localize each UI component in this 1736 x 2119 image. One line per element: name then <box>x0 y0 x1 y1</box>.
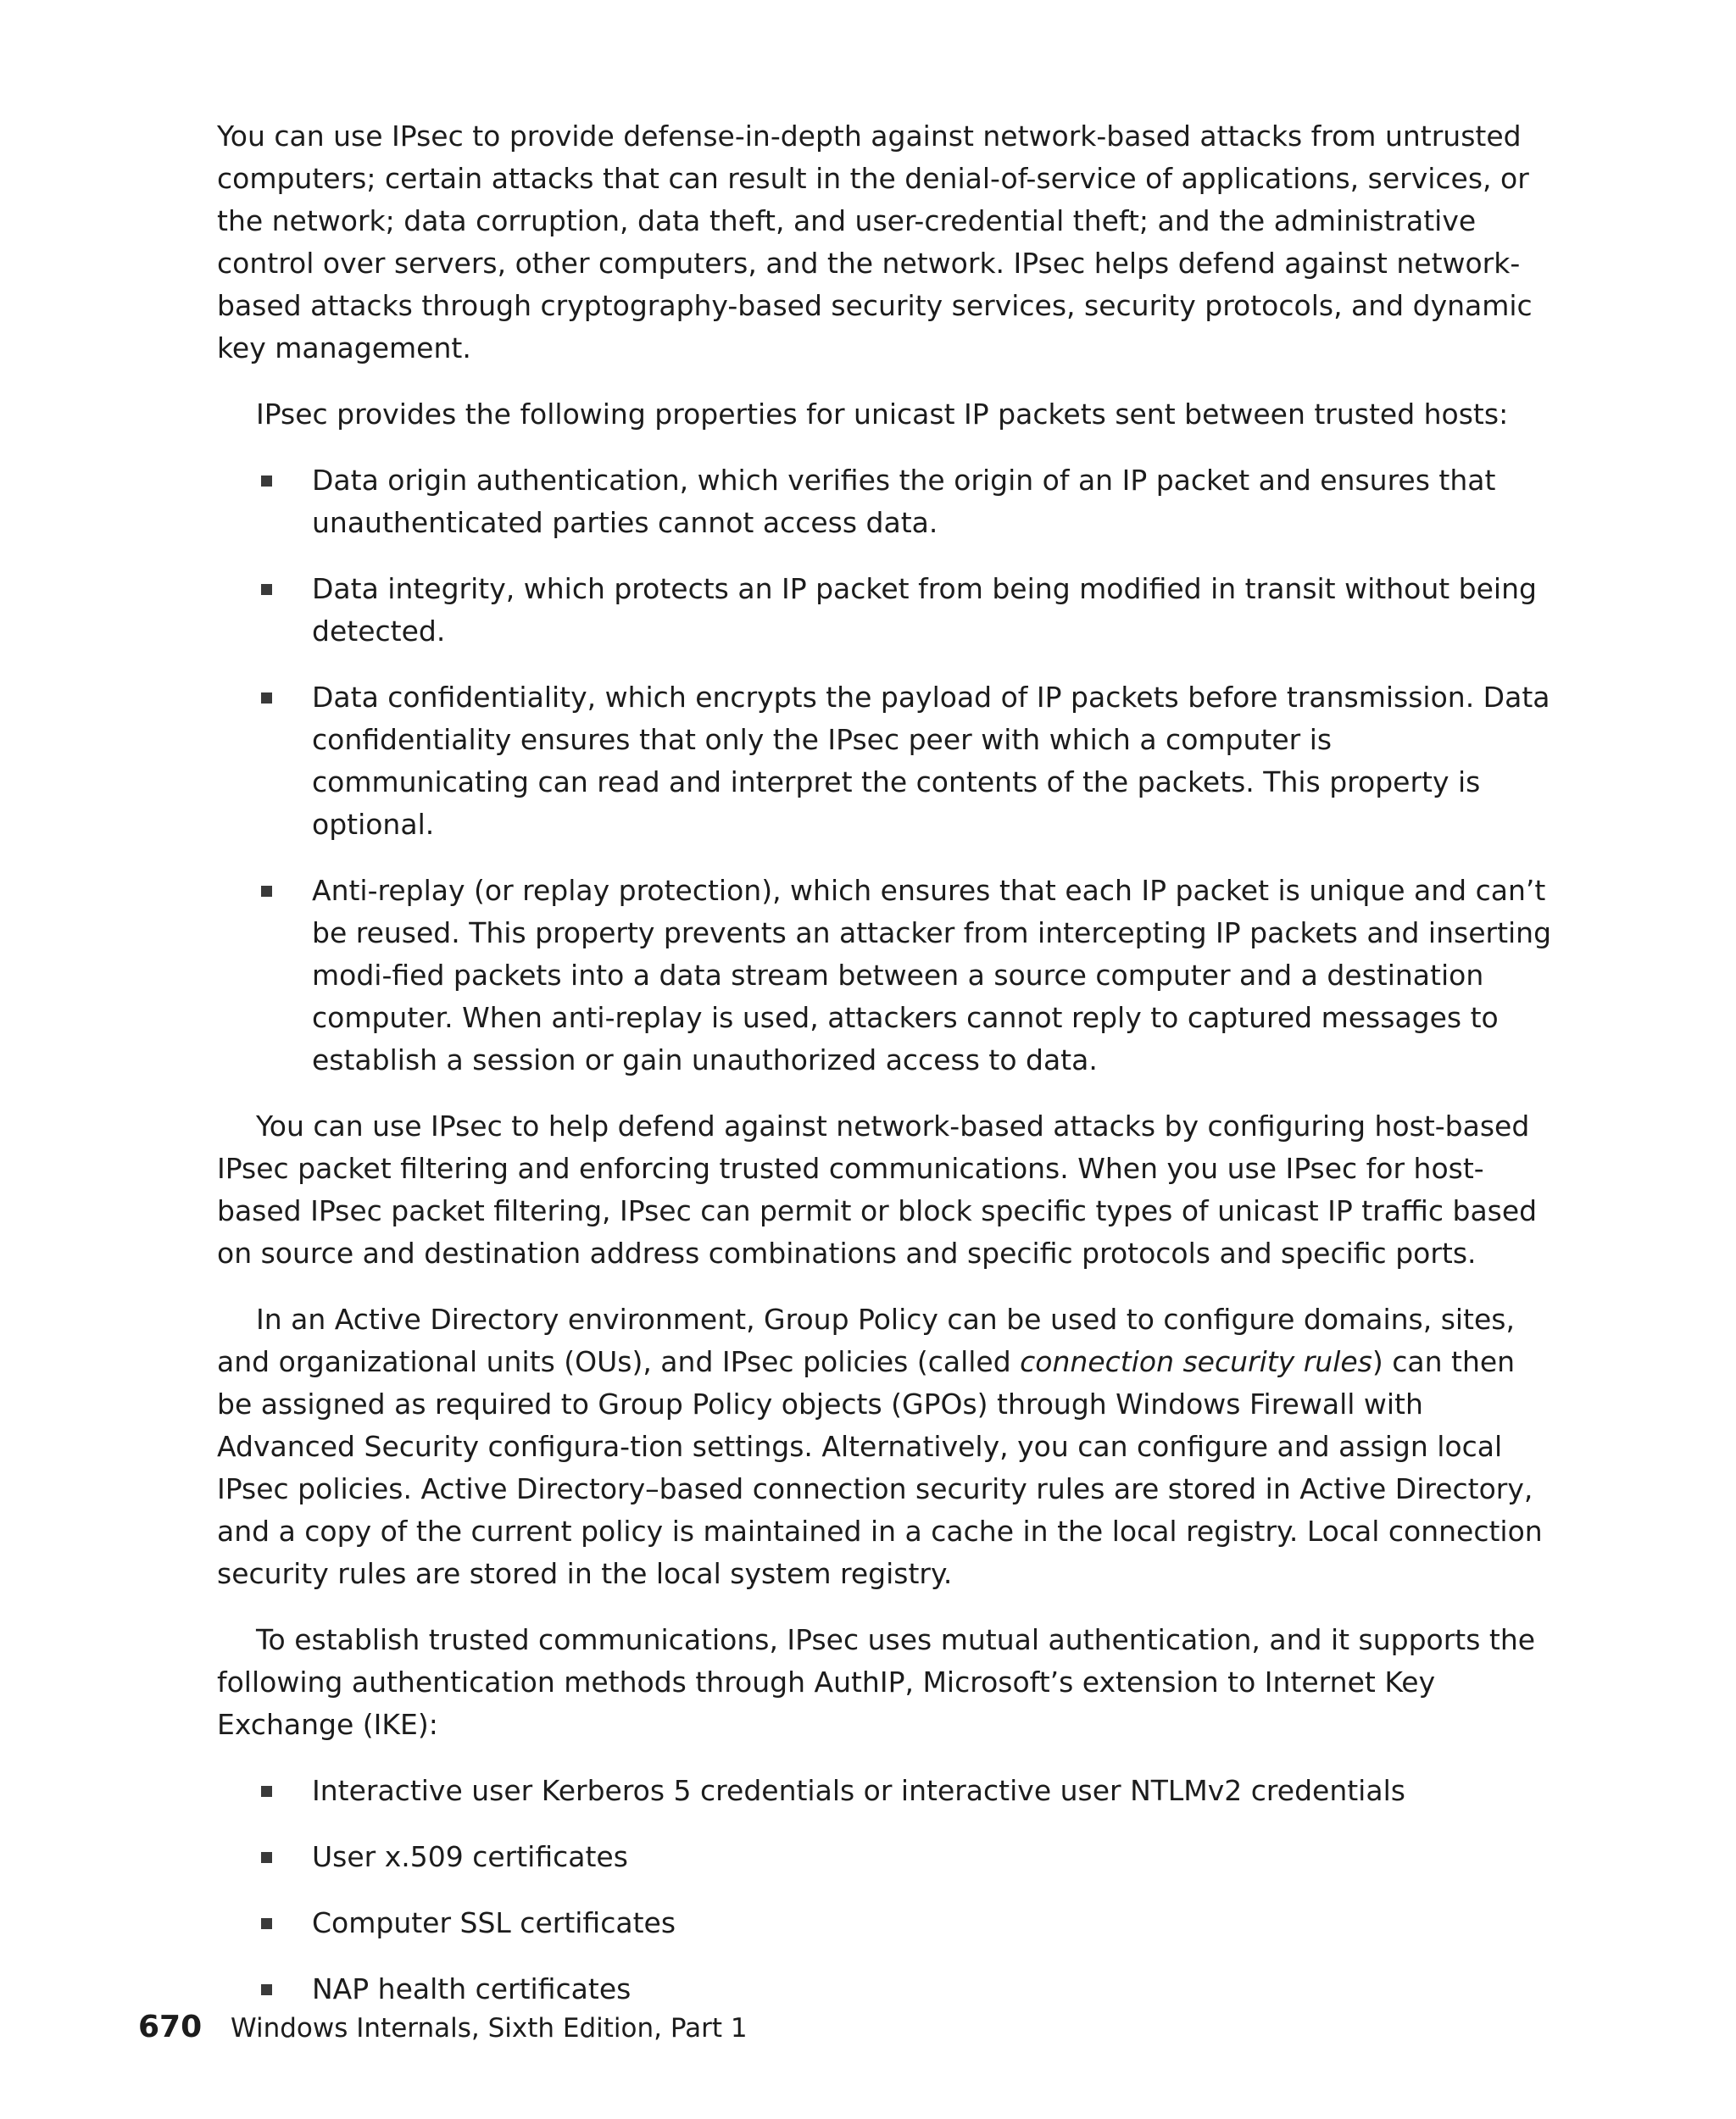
list-item-text: NAP health certificates <box>312 1972 632 2005</box>
ipsec-properties-list <box>217 459 1556 1082</box>
italic-term: connection security rules <box>1020 1345 1372 1378</box>
paragraph-ipsec-defense: You can use IPsec to provide defense-in-depth against network-based attacks from untrusted computers; certain attacks that can result in the denial-of-service of applications, services, or the network; data corruption, data theft, and user-credential theft; and the administrative control over servers, other computers, and the network. IPsec helps defend against network-based attacks through cryptography-based security services, security protocols, and dynamic key management. <box>217 120 1533 364</box>
list-item <box>217 676 1556 846</box>
square-bullet-icon <box>261 1918 272 1929</box>
list-item-text: Data origin authentication, which verifies the origin of an IP packet and ensures that unauthenticated parties cannot access data. <box>312 464 1496 539</box>
square-bullet-icon <box>261 476 272 487</box>
paragraph-packet-filtering: You can use IPsec to help defend against network-based attacks by configuring host-based IPsec packet filtering and enforcing trusted communications. When you use IPsec for host-based IPsec packet filtering, IPsec can permit or block specific types of unicast IP traffic based on source and destination address combinations and specific protocols and specific ports. <box>217 1110 1538 1270</box>
page-number: 670 <box>138 2010 203 2044</box>
list-item <box>217 1836 1556 1878</box>
page-footer <box>138 2009 748 2047</box>
list-item <box>217 870 1556 1082</box>
list-item-text: Interactive user Kerberos 5 credentials or interactive user NTLMv2 credentials <box>312 1774 1405 1807</box>
square-bullet-icon <box>261 1852 272 1863</box>
list-item <box>217 1968 1556 2011</box>
square-bullet-icon <box>261 886 272 897</box>
list-item <box>217 459 1556 544</box>
list-item-text: Computer SSL certificates <box>312 1906 676 1939</box>
list-item-text: Data integrity, which protects an IP packet from being modified in transit without being detected. <box>312 572 1537 648</box>
square-bullet-icon <box>261 1786 272 1797</box>
paragraph-ipsec-properties-intro: IPsec provides the following properties for unicast IP packets sent between trusted hosts: <box>256 398 1509 431</box>
authentication-methods-list <box>217 1770 1556 2011</box>
square-bullet-icon <box>261 692 272 704</box>
paragraph-text: In an Active Directory environment, Group Policy can be used to configure domains, sites, and organizational units (OUs), and IPsec policies (called <box>217 1303 1515 1378</box>
book-title: Windows Internals, Sixth Edition, Part 1 <box>231 2013 748 2044</box>
paragraph-active-directory <box>217 1299 1556 1595</box>
page-content <box>217 115 1556 2034</box>
square-bullet-icon <box>261 584 272 595</box>
square-bullet-icon <box>261 1984 272 1995</box>
list-item <box>217 1902 1556 1944</box>
list-item-text: User x.509 certificates <box>312 1840 628 1873</box>
list-item-text: Anti-replay (or replay protection), which ensures that each IP packet is unique and can’t be reused. This property prevents an attacker from intercepting IP packets and inserting modi-fied packets into a data stream between a source computer and a destination computer. When anti-replay is used, attackers cannot reply to captured messages to establish a session or gain unauthorized access to data. <box>312 874 1552 1076</box>
paragraph-text: ) can then be assigned as required to Group Policy objects (GPOs) through Windows Firewall with Advanced Security configura-tion settings. Alternatively, you can configure and assign local IPsec policies. Active Directory–based connection security rules are stored in Active Directory, and a copy of the current policy is maintained in a cache in the local registry. Local connection security rules are stored in the local system registry. <box>217 1345 1543 1590</box>
list-item-text: Data confidentiality, which encrypts the payload of IP packets before transmission. Data confidentiality ensures that only the IPsec peer with which a computer is communicating can read and interpret the contents of the packets. This property is optional. <box>312 681 1550 841</box>
paragraph-trusted-communications: To establish trusted communications, IPsec uses mutual authentication, and it supports the following authentication methods through AuthIP, Microsoft’s extension to Internet Key Exchange (IKE): <box>217 1623 1536 1741</box>
list-item <box>217 568 1556 653</box>
list-item <box>217 1770 1556 1812</box>
